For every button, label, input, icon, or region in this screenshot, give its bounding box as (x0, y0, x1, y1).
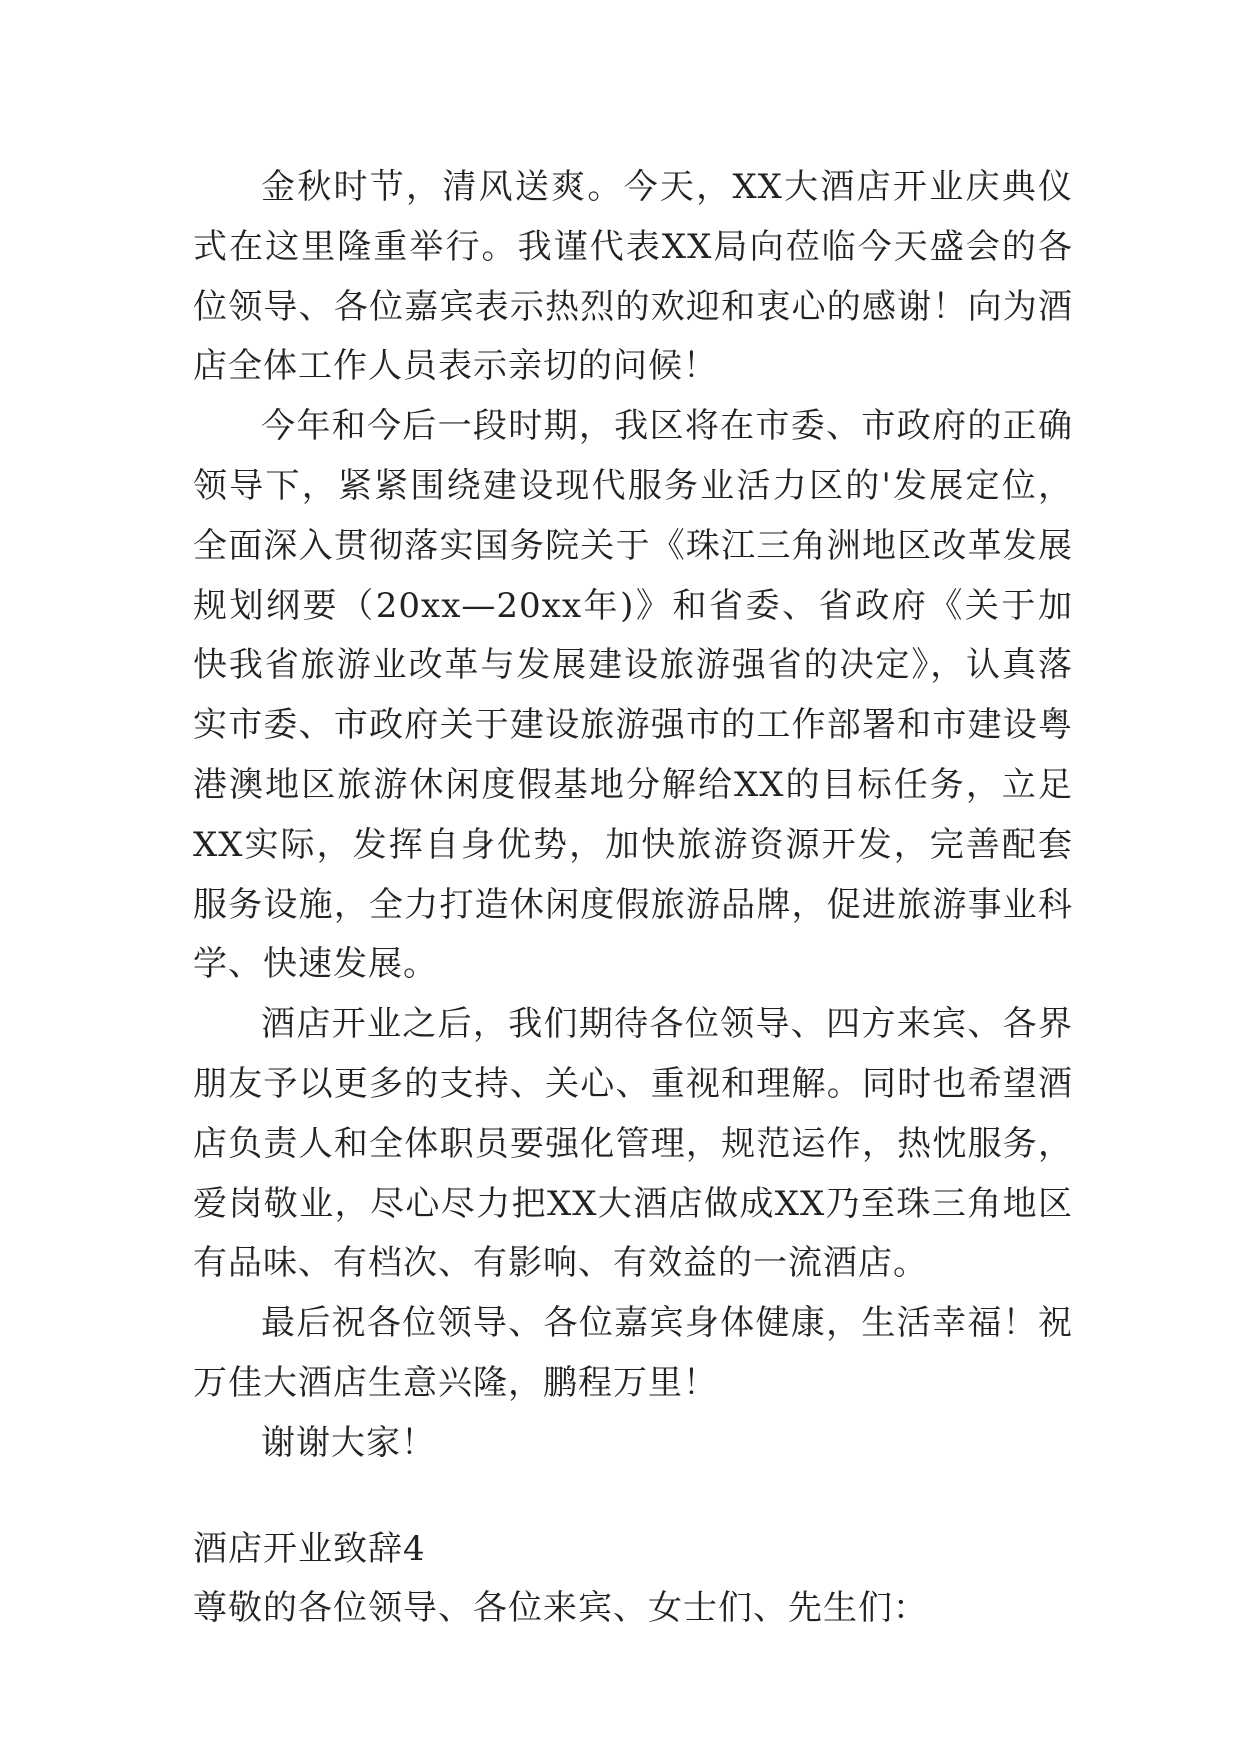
salutation: 尊敬的各位领导、各位来宾、女士们、先生们： (193, 1588, 928, 1629)
document-body (193, 158, 1073, 1639)
paragraph-wishes: 最后祝各位领导、各位嘉宾身体健康，生活幸福！祝万佳大酒店生意兴隆，鹏程万里！ (193, 1303, 1073, 1403)
paragraph-expectations: 酒店开业之后，我们期待各位领导、四方来宾、各界朋友予以更多的支持、关心、重视和理解。同时也希望酒店负责人和全体职员要强化管理，规范运作，热忱服务，爱岗敬业，尽心尽力把XX大酒店做成XX乃至珠三角地区有品味、有档次、有影响、有效益的一流酒店。 (193, 1004, 1073, 1284)
section-heading: 酒店开业致辞4 (193, 1528, 426, 1569)
paragraph-development: 今年和今后一段时期，我区将在市委、市政府的正确领导下，紧紧围绕建设现代服务业活力区的'发展定位，全面深入贯彻落实国务院关于《珠江三角洲地区改革发展规划纲要（20xx—20xx年)》和省委、省政府《关于加快我省旅游业改革与发展建设旅游强省的决定》，认真落实市委、市政府关于建设旅游强市的工作部署和市建设粤港澳地区旅游休闲度假基地分解给XX的目标任务，立足XX实际，发挥自身优势，加快旅游资源开发，完善配套服务设施，全力打造休闲度假旅游品牌，促进旅游事业科学、快速发展。 (193, 406, 1073, 985)
paragraph-opening: 金秋时节，清风送爽。今天，XX大酒店开业庆典仪式在这里隆重举行。我谨代表XX局向莅临今天盛会的各位领导、各位嘉宾表示热烈的欢迎和衷心的感谢！向为酒店全体工作人员表示亲切的问候！ (193, 167, 1073, 387)
section-gap (193, 1474, 1073, 1520)
paragraph-thanks: 谢谢大家！ (261, 1422, 436, 1463)
